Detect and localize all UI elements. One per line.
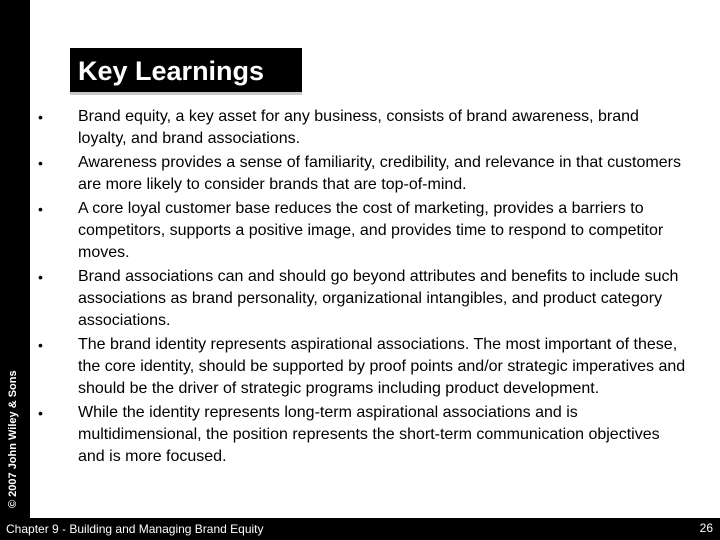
bullet-icon: • bbox=[38, 337, 43, 353]
left-sidebar-bar bbox=[0, 0, 30, 518]
page-number: 26 bbox=[699, 521, 713, 535]
bullet-icon: • bbox=[38, 405, 43, 421]
bullet-item bbox=[38, 402, 688, 468]
footer-bar bbox=[0, 518, 720, 540]
bullet-item bbox=[38, 198, 688, 264]
title-box bbox=[70, 48, 302, 95]
bullet-icon: • bbox=[38, 201, 43, 217]
bullet-text: Brand associations can and should go beyond attributes and benefits to include such associations as brand personality, organizational intangibles, and product category associations. bbox=[78, 268, 679, 329]
bullet-icon: • bbox=[38, 155, 43, 171]
bullet-item bbox=[38, 106, 688, 150]
bullet-item bbox=[38, 266, 688, 332]
bullet-icon: • bbox=[38, 269, 43, 285]
copyright-notice: © 2007 John Wiley & Sons bbox=[7, 370, 19, 508]
slide-title: Key Learnings bbox=[78, 56, 265, 86]
key-learnings-list bbox=[38, 106, 688, 470]
bullet-text: Awareness provides a sense of familiarity, credibility, and relevance in that customers are more likely to consider brands that are top-of-mind. bbox=[78, 154, 681, 193]
bullet-icon: • bbox=[38, 109, 43, 125]
bullet-item bbox=[38, 152, 688, 196]
bullet-text: The brand identity represents aspirational associations. The most important of these, the core identity, should be supported by proof points and/or strategic imperatives and should be the driver of strategic programs including product development. bbox=[78, 336, 686, 397]
bullet-item bbox=[38, 334, 688, 400]
bullet-text: While the identity represents long-term aspirational associations and is multidimensional, the position represents the short-term communication objectives and is more focused. bbox=[78, 404, 660, 465]
bullet-text: A core loyal customer base reduces the cost of marketing, provides a barriers to competitors, supports a positive image, and provides time to respond to competitor moves. bbox=[78, 200, 664, 261]
bullet-text: Brand equity, a key asset for any business, consists of brand awareness, brand loyalty, and brand associations. bbox=[78, 108, 639, 147]
chapter-footer-text: Chapter 9 - Building and Managing Brand Equity bbox=[6, 522, 264, 536]
